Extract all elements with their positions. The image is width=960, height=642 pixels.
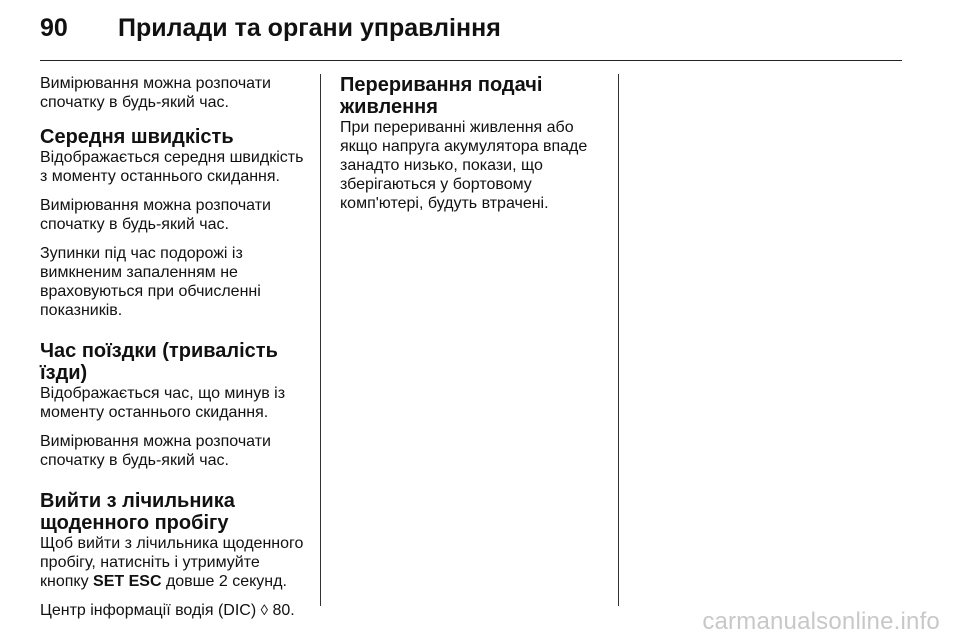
text-line: При перериванні живлення або xyxy=(340,119,574,136)
text-line: спочатку в будь-який час. xyxy=(40,216,229,233)
trip-time-paragraph-2 xyxy=(40,432,312,470)
set-esc-button-label: SET ESC xyxy=(93,573,162,590)
text-line: Відображається середня швидкість xyxy=(40,149,304,166)
page-reference-icon: ◊ xyxy=(260,602,269,619)
intro-paragraph xyxy=(40,74,312,112)
text-line: моменту останнього скидання. xyxy=(40,404,269,421)
avg-speed-paragraph-1 xyxy=(40,148,312,186)
avg-speed-paragraph-2 xyxy=(40,196,312,234)
text-fragment: кнопку xyxy=(40,573,94,590)
trip-time-heading: Час поїздки (тривалість їзди) xyxy=(40,340,278,384)
text-fragment: довше 2 секунд. xyxy=(161,573,287,590)
exit-counter-paragraph-1 xyxy=(40,534,312,591)
text-line: Вимірювання можна розпочати xyxy=(40,433,271,450)
avg-speed-heading: Середня швидкість xyxy=(40,126,234,148)
text-line: з моменту останнього скидання. xyxy=(40,168,280,185)
page-header xyxy=(40,14,920,54)
middle-column xyxy=(340,74,610,223)
text-line: Вимірювання можна розпочати xyxy=(40,75,271,92)
trip-time-section xyxy=(40,340,312,470)
avg-speed-paragraph-3 xyxy=(40,244,312,320)
trip-time-paragraph-1 xyxy=(40,384,312,422)
page-reference-link[interactable]: 80. xyxy=(268,602,295,619)
text-line: Вимірювання можна розпочати xyxy=(40,197,271,214)
site-watermark: carmanualsonline.info xyxy=(702,608,940,635)
text-line: спочатку в будь-який час. xyxy=(40,94,229,111)
exit-counter-heading xyxy=(40,490,312,534)
power-interruption-paragraph xyxy=(340,118,610,213)
text-line: Зупинки під час подорожі із xyxy=(40,245,243,262)
text-line: пробігу, натисніть і утримуйте xyxy=(40,554,260,571)
header-divider xyxy=(40,60,902,61)
column-divider-right xyxy=(618,74,619,606)
text-line: занадто низько, покази, що xyxy=(340,157,543,174)
heading-line: Переривання подачі xyxy=(340,74,543,96)
heading-line: Вийти з лічильника xyxy=(40,490,235,512)
avg-speed-section xyxy=(40,126,312,320)
page-title: Прилади та органи управління xyxy=(118,14,501,42)
text-line: вимкненим запаленням не xyxy=(40,264,238,281)
heading-line: живлення xyxy=(340,96,438,118)
text-line: спочатку в будь-який час. xyxy=(40,452,229,469)
page-number: 90 xyxy=(40,14,68,42)
column-divider-left xyxy=(320,74,321,606)
text-line: показників. xyxy=(40,302,123,319)
text-fragment: Центр інформації водія (DIC) xyxy=(40,602,261,619)
text-line: Щоб вийти з лічильника щоденного xyxy=(40,535,304,552)
exit-counter-section xyxy=(40,490,312,620)
intro-section xyxy=(40,74,312,112)
text-line: комп'ютері, будуть втрачені. xyxy=(340,195,549,212)
text-line: Відображається час, що минув із xyxy=(40,385,286,402)
dic-reference-paragraph xyxy=(40,601,312,620)
text-line: зберігаються у бортовому xyxy=(340,176,532,193)
left-column xyxy=(40,74,312,630)
heading-line: щоденного пробігу xyxy=(40,512,229,534)
power-interruption-heading xyxy=(340,74,610,118)
text-line: враховуються при обчисленні xyxy=(40,283,261,300)
text-line: якщо напруга акумулятора впаде xyxy=(340,138,588,155)
